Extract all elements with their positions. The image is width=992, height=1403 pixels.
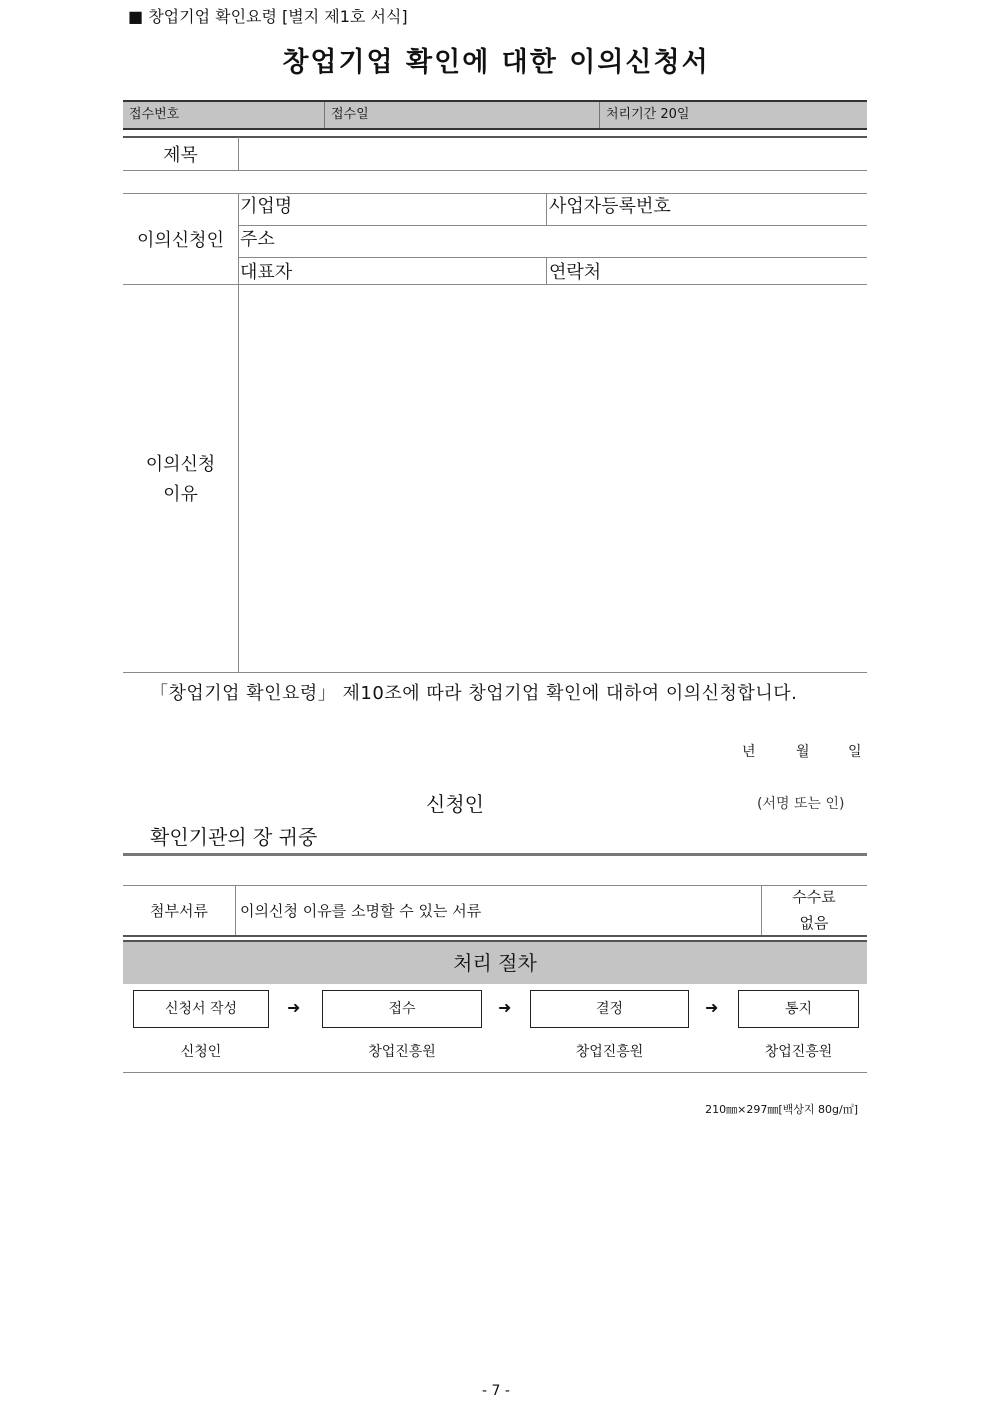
month-label: 월 (796, 744, 810, 760)
arrow-icon: ➜ (705, 998, 719, 1017)
receipt-number-label: 접수번호 (129, 107, 180, 122)
receipt-row (123, 100, 867, 130)
reason-label (123, 450, 238, 510)
receipt-date-label: 접수일 (331, 107, 369, 122)
procedure-header: 처리 절차 (123, 940, 867, 984)
signature-note: (서명 또는 인) (757, 796, 845, 812)
attachments-label: 첨부서류 (150, 902, 208, 920)
contact-label: 연락처 (549, 262, 602, 283)
reason-label-line1: 이의신청 (145, 454, 216, 475)
procedure-actor-applicant: 신청인 (180, 1044, 222, 1060)
year-label: 년 (742, 744, 756, 760)
subject-label: 제목 (163, 145, 198, 166)
representative-label: 대표자 (240, 262, 293, 283)
processing-period-label: 처리기간 20일 (606, 107, 690, 122)
company-name-label: 기업명 (240, 196, 293, 217)
recipient-label: 확인기관의 장 귀중 (150, 825, 318, 849)
subject-field[interactable] (240, 138, 866, 169)
fee-label: 수수료 (792, 888, 836, 906)
form-header-label: ■ 창업기업 확인요령 [별지 제1호 서식] (128, 7, 408, 26)
procedure-actor-decision: 창업진흥원 (575, 1044, 644, 1060)
procedure-actor-receipt: 창업진흥원 (368, 1044, 436, 1060)
procedure-actor-notice: 창업진흥원 (764, 1044, 833, 1060)
arrow-icon: ➜ (498, 998, 512, 1017)
reason-label-line2: 이유 (163, 484, 198, 505)
attachments-value: 이의신청 이유를 소명할 수 있는 서류 (240, 902, 482, 920)
procedure-step-notice: 통지 (738, 990, 859, 1028)
procedure-step-receipt: 접수 (322, 990, 482, 1028)
reason-textarea[interactable] (240, 286, 866, 671)
paper-spec: 210㎜×297㎜[백상지 80g/㎡] (705, 1103, 858, 1116)
fee-value: 없음 (799, 914, 829, 932)
signature-applicant-label: 신청인 (426, 792, 484, 816)
business-registration-label: 사업자등록번호 (549, 196, 671, 217)
applicant-section-label: 이의신청인 (137, 230, 224, 251)
page-title: 창업기업 확인에 대한 이의신청서 (282, 47, 710, 78)
address-label: 주소 (240, 229, 275, 250)
statement-text: 「창업기업 확인요령」 제10조에 따라 창업기업 확인에 대하여 이의신청합니다. (150, 683, 798, 704)
page-number: - 7 - (482, 1383, 510, 1399)
procedure-step-write: 신청서 작성 (133, 990, 269, 1028)
day-label: 일 (848, 744, 862, 760)
arrow-icon: ➜ (287, 998, 301, 1017)
procedure-step-decision: 결정 (530, 990, 689, 1028)
